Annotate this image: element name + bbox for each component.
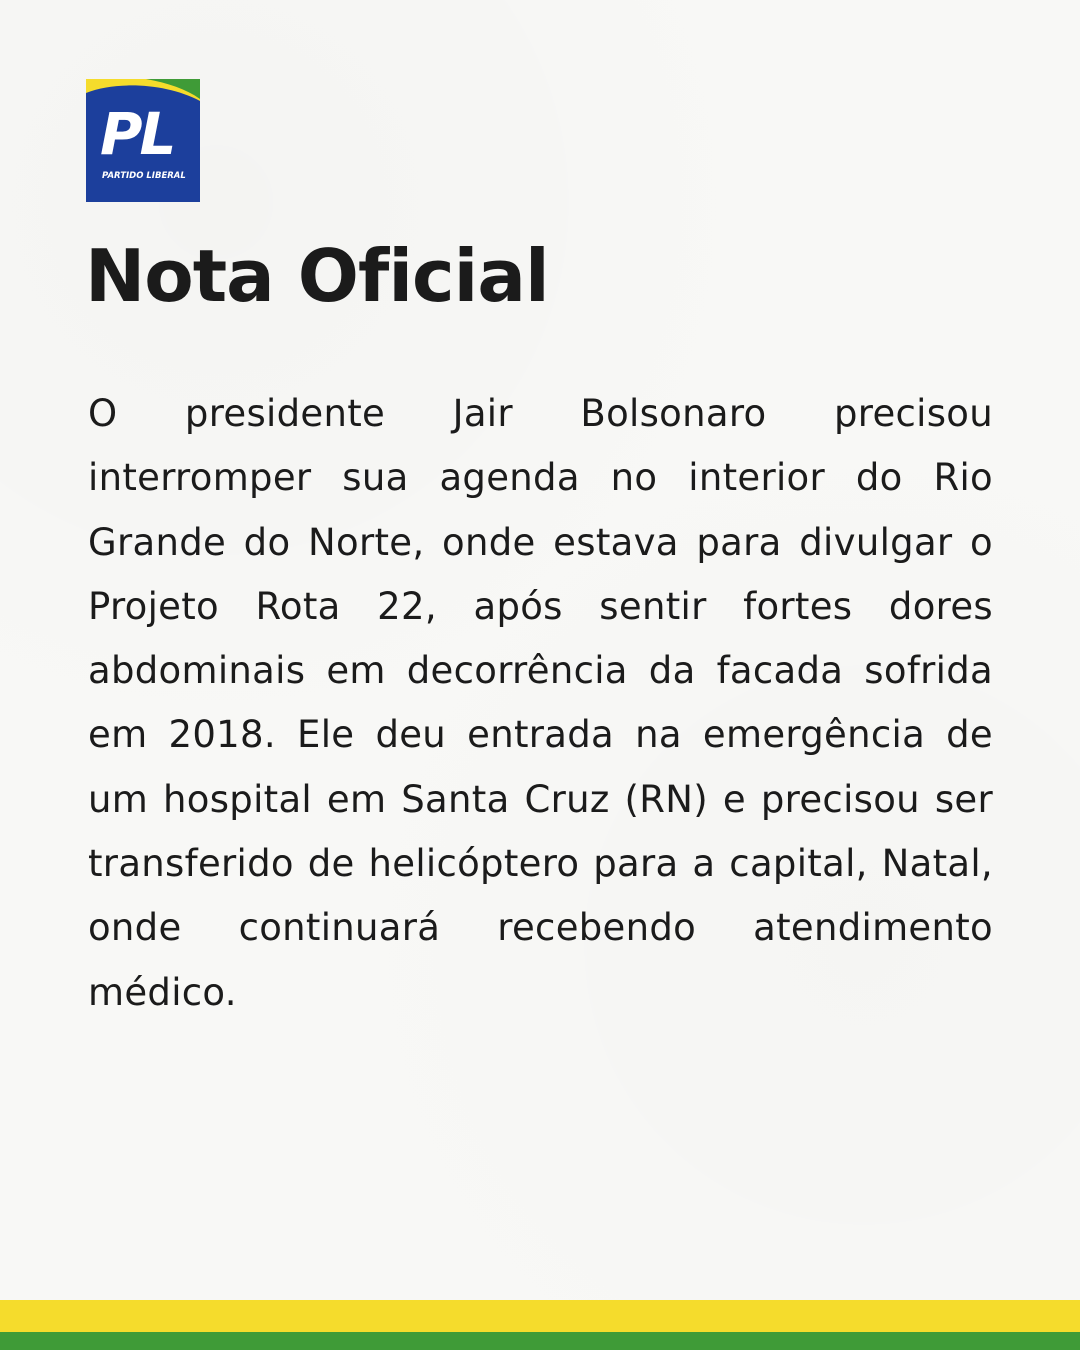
party-logo <box>86 79 200 202</box>
footer-stripe-yellow <box>0 1300 1080 1332</box>
statement-body: O presidente Jair Bolsonaro precisou interromper sua agenda no interior do Rio Grande do Norte, onde estava para divulgar o Projeto Rota 22, após sentir fortes dores abdominais em decorrência da facada sofrida em 2018. Ele deu entrada na emergência de um hospital em Santa Cruz (RN) e precisou ser transferido de helicóptero para a capital, Natal, onde continuará recebendo atendimento médico. <box>88 392 993 1014</box>
logo-mark: PL <box>100 100 174 168</box>
page-title: Nota Oficial <box>85 234 549 318</box>
footer-stripe-green <box>0 1332 1080 1350</box>
logo-subtitle: PARTIDO LIBERAL <box>102 171 186 181</box>
